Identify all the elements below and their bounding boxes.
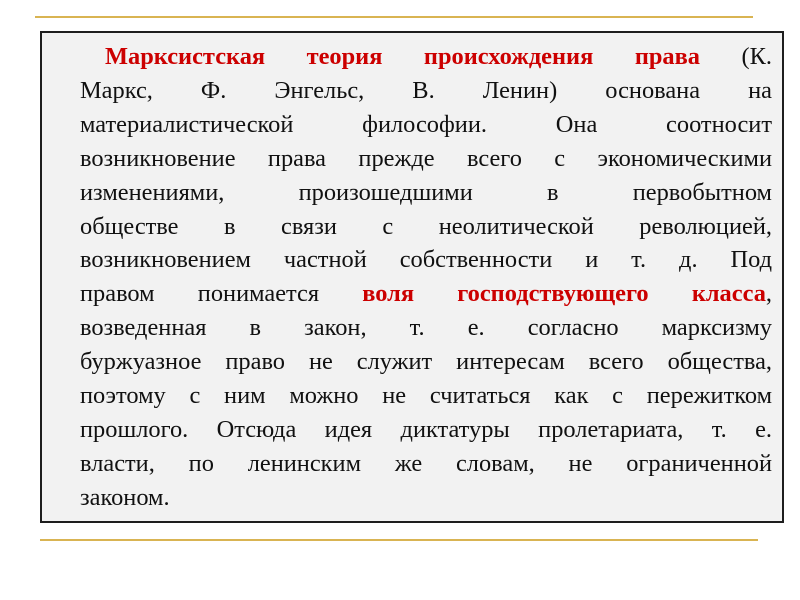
paragraph-line-2: Маркс, Ф. Энгельс, В. Ленин) основана на [80, 76, 772, 104]
paragraph-line-4: возникновение права прежде всего с экономическими [80, 144, 772, 172]
paragraph-line-10: буржуазное право не служит интересам всего общества, [80, 348, 772, 376]
top-accent-rule [35, 16, 753, 18]
paragraph-line-3: материалистической философии. Она соотносит [80, 110, 772, 138]
paragraph-line-14: законом. [80, 483, 170, 511]
line-text: , [765, 280, 773, 308]
paragraph-line-11: поэтому с ним можно не считаться как с пережитком [80, 382, 772, 410]
paragraph-line-1 [80, 40, 772, 74]
paragraph-line-6: обществе в связи с неолитической революцией, [80, 212, 772, 240]
text-box [40, 31, 784, 523]
highlight-ruling-class-will: воля господствующего класса [362, 280, 766, 308]
bottom-accent-rule [40, 539, 758, 541]
body-paragraph [80, 33, 772, 515]
paragraph-line-5: изменениями, произошедшими в первобытном [80, 178, 772, 206]
line-text: правом понимается [80, 280, 363, 308]
paragraph-line-13: власти, по ленинским же словам, не ограниченной [80, 449, 772, 477]
paragraph-line-9: возведенная в закон, т. е. согласно марксизму [80, 314, 772, 342]
paragraph-line-8 [80, 277, 772, 311]
highlight-theory-title: Марксистская теория происхождения права [105, 43, 700, 70]
paragraph-line-7: возникновением частной собственности и т. д. Под [80, 246, 772, 274]
line-text: (К. [700, 43, 772, 70]
paragraph-line-12: прошлого. Отсюда идея диктатуры пролетариата, т. е. [80, 415, 772, 443]
